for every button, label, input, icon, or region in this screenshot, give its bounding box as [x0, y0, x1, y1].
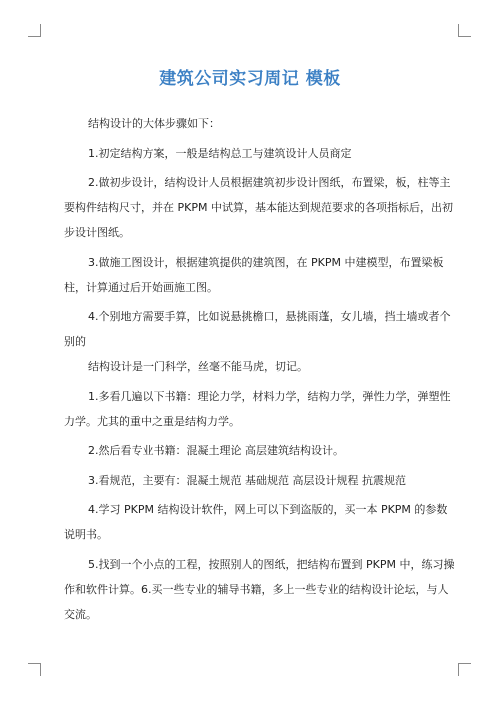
- paragraph-step-2: 2.做初步设计，结构设计人员根据建筑初步设计图纸，布置梁，板，柱等主要构件结构尺寸，并在 PKPM 中试算，基本能达到规范要求的各项指标后，出初步设计图纸。: [64, 176, 453, 239]
- paragraph-study-4: 4.学习 PKPM 结构设计软件，网上可以下到盗版的，买一本 PKPM 的参数说明书。: [64, 503, 448, 541]
- paragraph-step-3: 3.做施工图设计，根据建筑提供的建筑图，在 PKPM 中建模型，布置梁板柱，计算通过后开始画施工图。: [64, 255, 444, 294]
- document-title: 建筑公司实习周记 模板: [159, 69, 341, 89]
- paragraph-study-5: 5.找到一个小点的工程，按照别人的图纸，把结构布置到 PKPM 中，练习操作和软件计算。6.买一些专业的辅导书籍，多上一些专业的结构设计论坛，与人交流。: [64, 557, 455, 621]
- crop-mark-top-left: [28, 24, 41, 37]
- paragraph-note: 结构设计是一门科学，丝毫不能马虎，切记。: [88, 360, 308, 373]
- crop-mark-bottom-right: [458, 663, 471, 676]
- paragraph-step-1: 1.初定结构方案，一般是结构总工与建筑设计人员商定: [88, 146, 352, 160]
- crop-mark-top-right: [458, 24, 471, 37]
- paragraph-intro: 结构设计的大体步骤如下：: [88, 117, 220, 130]
- crop-mark-bottom-left: [28, 663, 41, 676]
- document-body: [64, 111, 456, 631]
- paragraph-study-3: 3.看规范，主要有：混凝土规范 基础规范 高层设计规程 抗震规范: [88, 473, 406, 487]
- paragraph-step-4: 4.个别地方需要手算，比如说悬挑檐口，悬挑雨蓬，女儿墙，挡土墙或者个别的: [64, 310, 451, 348]
- paragraph-study-1: 1.多看几遍以下书籍：理论力学，材料力学，结构力学，弹性力学，弹塑性力学。尤其的重中之重是结构力学。: [64, 389, 451, 428]
- paragraph-study-2: 2.然后看专业书籍：混凝土理论 高层建筑结构设计。: [88, 444, 344, 457]
